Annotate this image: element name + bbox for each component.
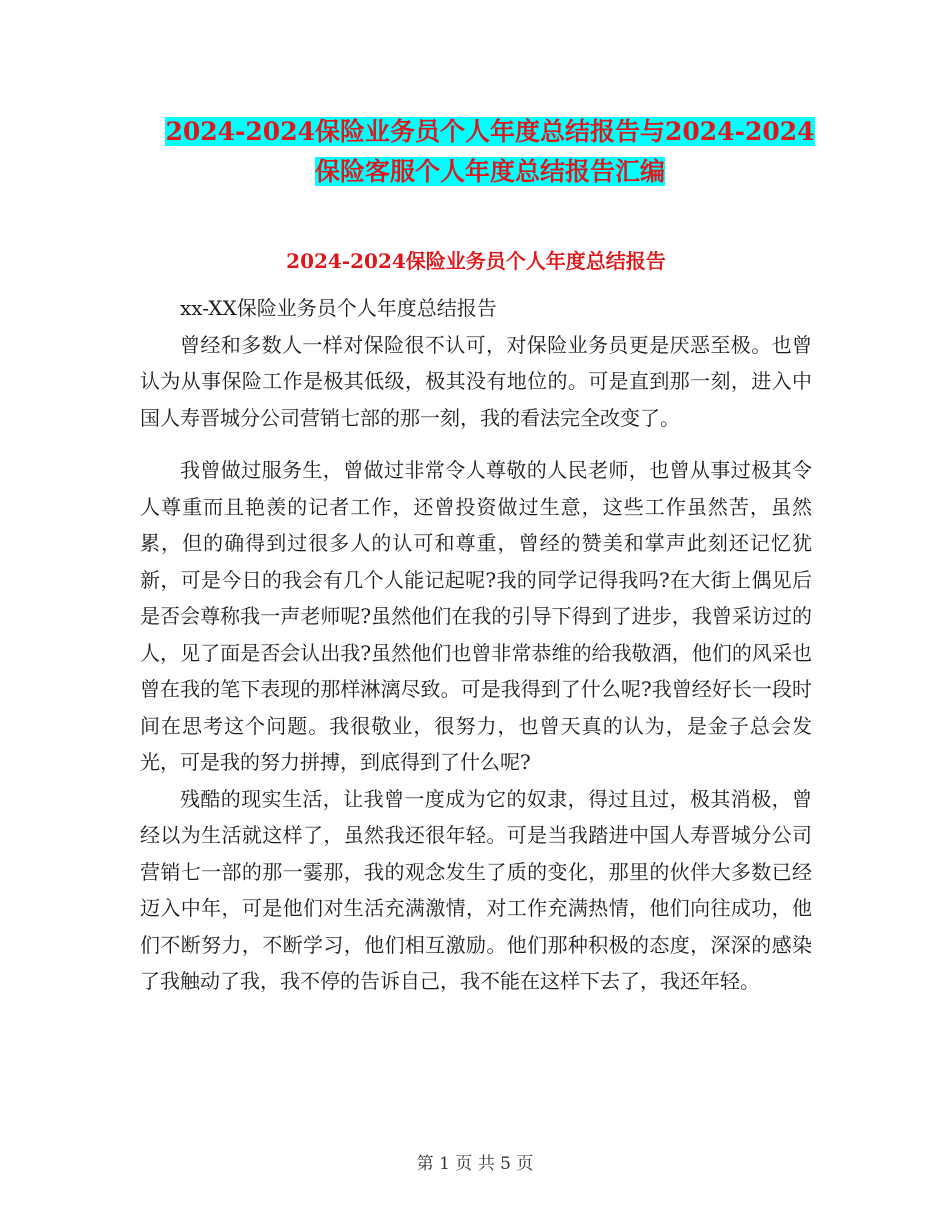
main-title-line-2: 保险客服个人年度总结报告汇编 — [314, 157, 665, 186]
paragraph-3: 我曾做过服务生，曾做过非常令人尊敬的人民老师，也曾从事过极其令人尊重而且艳羡的记者工作，还曾投资做过生意，这些工作虽然苦，虽然累，但的确得到过很多人的认可和尊重，曾经的赞美和掌声此刻还记忆犹新，可是今日的我会有几个人能记起呢?我的同学记得我吗?在大街上偶见后是否会尊称我一声老师呢?虽然他们在我的引导下得到了进步，我曾采访过的人，见了面是否会认出我?虽然他们也曾非常恭维的给我敬酒，他们的风采也曾在我的笔下表现的那样淋漓尽致。可是我得到了什么呢?我曾经好长一段时间在思考这个问题。我很敬业，很努力，也曾天真的认为，是金子总会发光，可是我的努力拼搏，到底得到了什么呢? — [140, 458, 812, 774]
paragraph-4: 残酷的现实生活，让我曾一度成为它的奴隶，得过且过，极其消极，曾经以为生活就这样了，虽然我还很年轻。可是当我踏进中国人寿晋城分公司营销七一部的那一霎那，我的观念发生了质的变化，那里的伙伴大多数已经迈入中年，可是他们对生活充满激情，对工作充满热情，他们向往成功，他们不断努力，不断学习，他们相互激励。他们那种积极的态度，深深的感染了我触动了我，我不停的告诉自己，我不能在这样下去了，我还年轻。 — [140, 786, 812, 993]
paragraph-2: 曾经和多数人一样对保险很不认可，对保险业务员更是厌恶至极。也曾认为从事保险工作是极其低级，极其没有地位的。可是直到那一刻，进入中国人寿晋城分公司营销七部的那一刻，我的看法完全改变了。 — [140, 332, 812, 430]
document-body — [140, 290, 812, 1000]
document-main-title — [140, 112, 840, 192]
section-title: 2024-2024保险业务员个人年度总结报告 — [286, 249, 666, 273]
paragraph-1: xx-XX保险业务员个人年度总结报告 — [180, 296, 497, 320]
main-title-line-1: 2024-2024保险业务员个人年度总结报告与2024-2024 — [165, 117, 815, 146]
page-footer: 第 1 页 共 5 页 — [416, 1154, 534, 1174]
